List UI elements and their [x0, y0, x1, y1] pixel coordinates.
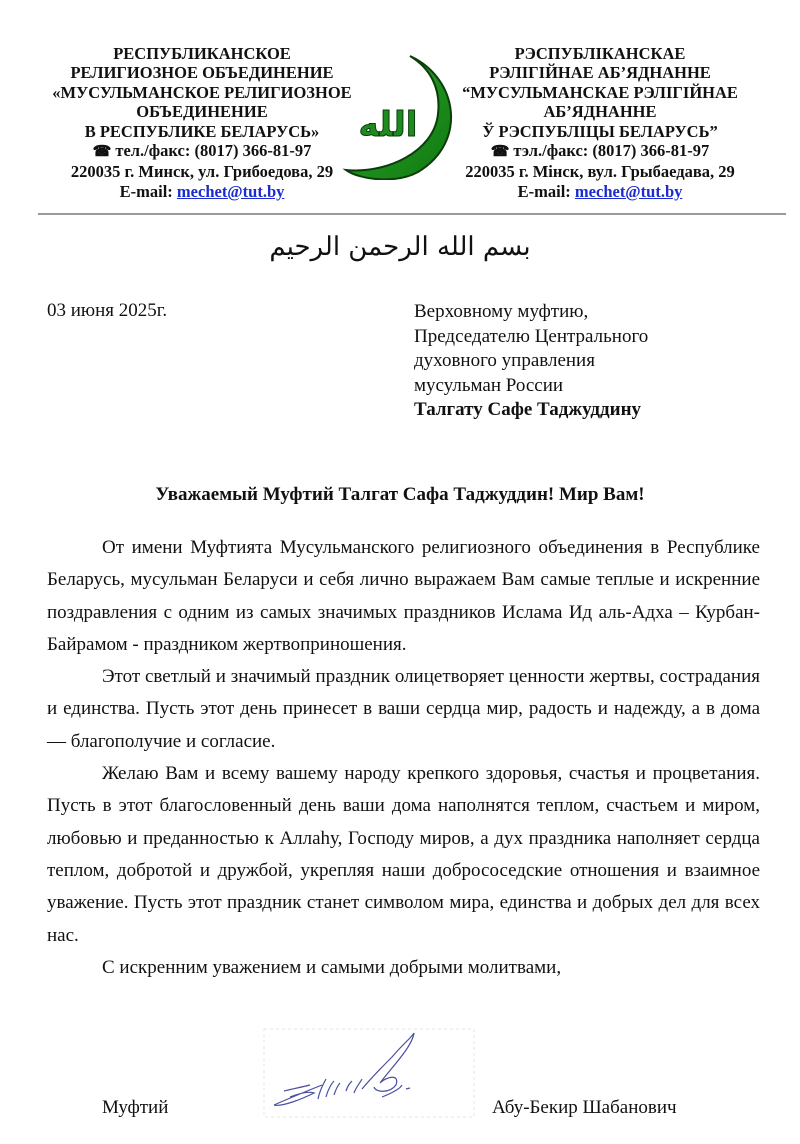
org-name-line: РЕЛИГИОЗНОЕ ОБЪЕДИНЕНИЕ [70, 63, 334, 83]
email-label: E-mail: [517, 181, 575, 201]
allah-calligraphy: الله [358, 105, 418, 145]
email-link[interactable]: mechet@tut.by [176, 181, 285, 201]
basmala: بسم الله الرحمن الرحيم [269, 232, 531, 262]
phone-text: тэл./факс: (8017) 366-81-97 [513, 141, 710, 161]
org-name-line: «МУСУЛЬМАНСКОЕ РЕЛИГИОЗНОЕ [52, 82, 352, 102]
addressee-name: Талгату Сафе Таджуддину [414, 399, 642, 420]
addressee-line: Председателю Центрального [414, 325, 649, 347]
phone-text: тел./факс: (8017) 366-81-97 [115, 141, 312, 161]
org-name-line: РЭСПУБЛІКАНСКАЕ [514, 44, 686, 63]
signature-strokes [274, 1033, 414, 1105]
body-paragraph: От имени Муфтията Мусульманского религиозного объединения в Республике Беларусь, мусульман Беларуси и себя лично выражаем Вам самые теплые и искренние поздравления с одним из самых значимых праздников Ислама Ид аль-Адха – Курбан-Байрамом - праздником жертвоприношения. [47, 537, 760, 655]
org-name-line: “МУСУЛЬМАНСКАЕ РЭЛІГІЙНАЕ [462, 82, 738, 102]
letterhead-left [22, 44, 382, 201]
body-paragraph: Этот светлый и значимый праздник олицетворяет ценности жертвы, сострадания и единства. Пусть этот день принесет в ваши сердца мир, радость и надежду, а в дома — благополучие и согласие. [47, 666, 760, 752]
letterhead-divider [38, 213, 786, 215]
address-line: 220035 г. Мінск, вул. Грыбаедава, 29 [465, 162, 735, 182]
letter-body [47, 532, 760, 984]
telephone-icon: ☎ [92, 144, 112, 161]
email-line [22, 182, 382, 201]
addressee-line: Верховному муфтию, [414, 301, 589, 322]
signature-scan-border [264, 1029, 474, 1117]
signatory-name: Абу-Бекир Шабанович [492, 1097, 677, 1118]
org-name-line: РЕСПУБЛИКАНСКОЕ [113, 44, 291, 63]
phone-line [22, 141, 382, 162]
addressee-block [414, 300, 648, 423]
org-name-line: ОБЪЕДИНЕНИЕ [136, 102, 268, 122]
greeting-heading: Уважаемый Муфтий Талгат Сафа Таджуддин! Мир Вам! [155, 484, 645, 505]
telephone-icon: ☎ [490, 144, 510, 161]
handwritten-signature [262, 1027, 477, 1127]
letterhead-right [420, 44, 780, 201]
signatory-title: Муфтий [102, 1097, 169, 1118]
email-line [420, 182, 780, 201]
org-name-line: РЭЛІГІЙНАЕ АБ’ЯДНАННЕ [489, 63, 711, 83]
phone-line [420, 141, 780, 162]
letter-date: 03 июня 2025г. [47, 300, 168, 321]
addressee-line: духовного управления [414, 350, 595, 371]
org-name-line: Ў РЭСПУБЛІЦЫ БЕЛАРУСЬ” [482, 121, 718, 141]
org-name-line: АБ’ЯДНАННЕ [543, 102, 657, 122]
email-link[interactable]: mechet@tut.by [574, 181, 683, 201]
closing-line: С искренним уважением и самыми добрыми молитвами, [102, 956, 562, 978]
addressee-line: мусульман России [414, 374, 564, 396]
address-line: 220035 г. Минск, ул. Грибоедова, 29 [70, 162, 334, 182]
email-label: E-mail: [119, 181, 177, 201]
body-paragraph: Желаю Вам и всему вашему народу крепкого здоровья, счастья и процветания. Пусть в этот благословенный день ваши дома наполнятся теплом, счастьем и миром, любовью и преданностью к Аллаһу, Господу миров, а дух праздника наполняет сердца теплом, добротой и дружбой, укрепляя наши добрососедские отношения и взаимное уважение. Пусть этот праздник станет символом мира, единства и добрых дел для всех нас. [47, 763, 760, 946]
org-name-line: В РЕСПУБЛИКЕ БЕЛАРУСЬ» [84, 121, 320, 141]
